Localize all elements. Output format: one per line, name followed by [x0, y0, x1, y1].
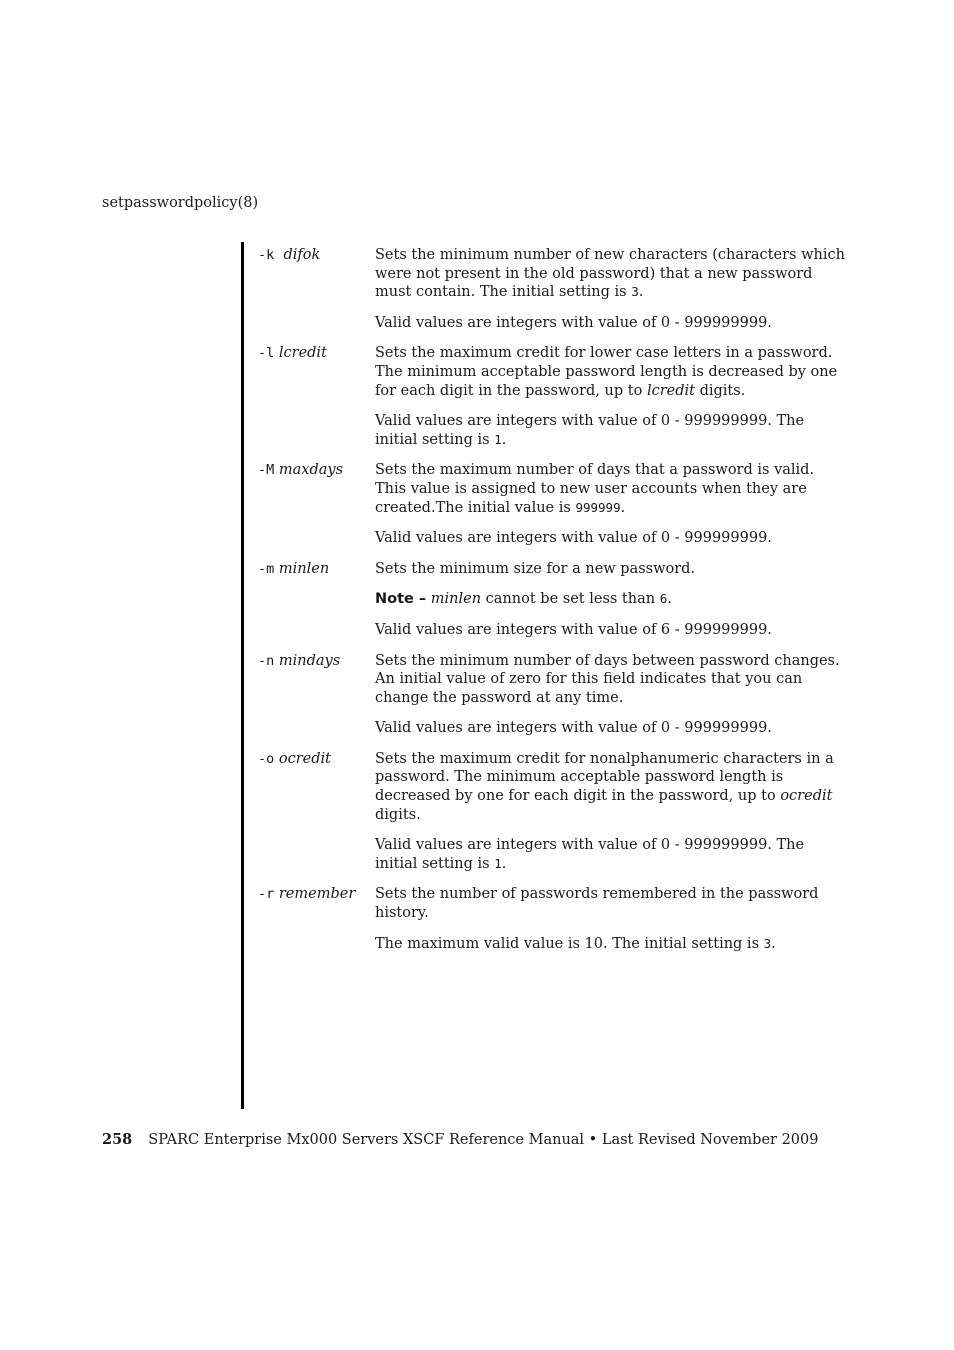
- option-term: [258, 344, 375, 363]
- option-entry-ocredit: [258, 750, 848, 886]
- option-flag: -n: [258, 652, 275, 669]
- option-description: [375, 750, 848, 886]
- text-run: .: [667, 591, 672, 608]
- option-flag: -k: [258, 247, 275, 263]
- literal-value: 1: [494, 855, 502, 871]
- running-header: setpasswordpolicy(8): [102, 195, 259, 211]
- text-run: .: [638, 284, 644, 301]
- argument-reference: minlen: [430, 591, 482, 608]
- description-paragraph: [375, 652, 848, 708]
- footer-text: SPARC Enterprise Mx000 Servers XSCF Reference Manual • Last Revised November 2009: [148, 1132, 819, 1148]
- option-argument: mindays: [278, 652, 341, 669]
- literal-value: 3: [763, 935, 772, 951]
- text-run: .: [620, 499, 626, 516]
- description-paragraph: [375, 836, 848, 873]
- option-argument: ocredit: [278, 750, 331, 767]
- option-flag: -r: [258, 886, 275, 903]
- option-argument: minlen: [278, 560, 330, 577]
- text-run: Sets the maximum number of days that a password is valid. This value is assigned to new user accounts when they are created.The initial value is: [375, 462, 815, 516]
- note-label: Note –: [375, 591, 427, 608]
- option-description: [375, 560, 848, 652]
- option-entry-maxdays: [258, 461, 848, 559]
- option-entry-remember: [258, 885, 848, 953]
- text-run: Sets the maximum credit for lower case letters in a password. The minimum acceptable password length is decreased by one for each digit in the password, up to: [375, 345, 838, 399]
- text-run: The maximum valid value is 10. The initial setting is: [375, 935, 764, 952]
- option-description: [375, 344, 848, 461]
- text-run: Valid values are integers with value of 6 - 999999999.: [375, 621, 772, 638]
- literal-value: 999999: [575, 499, 621, 515]
- option-entry-lcredit: [258, 344, 848, 461]
- option-argument: difok: [283, 247, 321, 263]
- text-run: .: [771, 935, 776, 952]
- option-term: [258, 652, 375, 671]
- option-term: [258, 885, 375, 904]
- description-paragraph: [375, 750, 848, 824]
- description-paragraph: [375, 461, 848, 517]
- option-description: [375, 246, 848, 344]
- description-paragraph: [375, 412, 848, 449]
- description-paragraph: [375, 885, 848, 922]
- text-run: .: [501, 855, 507, 872]
- description-paragraph: [375, 344, 848, 400]
- option-term: [258, 246, 375, 265]
- literal-value: 1: [494, 431, 502, 447]
- option-entry-minlen: [258, 560, 848, 652]
- page-number: 258: [102, 1131, 133, 1148]
- description-paragraph: [375, 590, 848, 609]
- option-description: [375, 885, 848, 953]
- option-argument: remember: [278, 886, 356, 903]
- text-run: digits.: [694, 382, 746, 399]
- literal-value: 6: [659, 591, 668, 607]
- option-term: [258, 750, 375, 769]
- text-run: Sets the minimum size for a new password.: [375, 560, 696, 577]
- change-bar: [241, 242, 244, 1109]
- description-paragraph: [375, 621, 848, 640]
- option-entry-difok: [258, 246, 848, 344]
- text-run: Sets the number of passwords remembered in the password history.: [375, 886, 819, 922]
- option-flag: -l: [258, 345, 275, 362]
- text-run: Sets the maximum credit for nonalphanumeric characters in a password. The minimum acceptable password length is decreased by one for each digit in the password, up to: [375, 750, 834, 805]
- option-entry-mindays: [258, 652, 848, 750]
- option-description: [375, 461, 848, 559]
- description-paragraph: [375, 529, 848, 548]
- text-run: cannot be set less than: [481, 591, 660, 608]
- text-run: Valid values are integers with value of 0 - 999999999.: [375, 530, 772, 547]
- text-run: .: [501, 431, 507, 448]
- description-paragraph: [375, 246, 848, 302]
- text-run: Valid values are integers with value of 0 - 999999999. The initial setting is: [375, 837, 805, 872]
- option-term: [258, 461, 375, 480]
- option-argument: lcredit: [278, 345, 327, 362]
- text-run: Sets the minimum number of days between password changes. An initial value of zero for this field indicates that you can change the password at any time.: [375, 652, 840, 706]
- option-term: [258, 560, 375, 579]
- text-run: Valid values are integers with value of 0 - 999999999. The initial setting is: [375, 413, 805, 448]
- page-footer: [102, 1131, 818, 1149]
- argument-reference: lcredit: [646, 382, 695, 399]
- description-paragraph: [375, 719, 848, 738]
- text-run: Sets the minimum number of new characters (characters which were not present in the old password) that a new password must contain. The initial setting is: [375, 247, 845, 301]
- option-list: [258, 246, 848, 953]
- option-flag: -m: [258, 560, 275, 577]
- description-paragraph: [375, 560, 848, 579]
- text-run: Valid values are integers with value of 0 - 999999999.: [375, 314, 772, 331]
- option-description: [375, 652, 848, 750]
- description-paragraph: [375, 935, 848, 954]
- text-run: Valid values are integers with value of 0 - 999999999.: [375, 720, 772, 737]
- argument-reference: ocredit: [780, 788, 833, 805]
- text-run: digits.: [375, 806, 421, 823]
- description-paragraph: [375, 314, 848, 333]
- literal-value: 3: [631, 284, 639, 300]
- option-argument: maxdays: [278, 462, 344, 479]
- option-flag: -M: [258, 462, 275, 479]
- option-flag: -o: [258, 750, 275, 767]
